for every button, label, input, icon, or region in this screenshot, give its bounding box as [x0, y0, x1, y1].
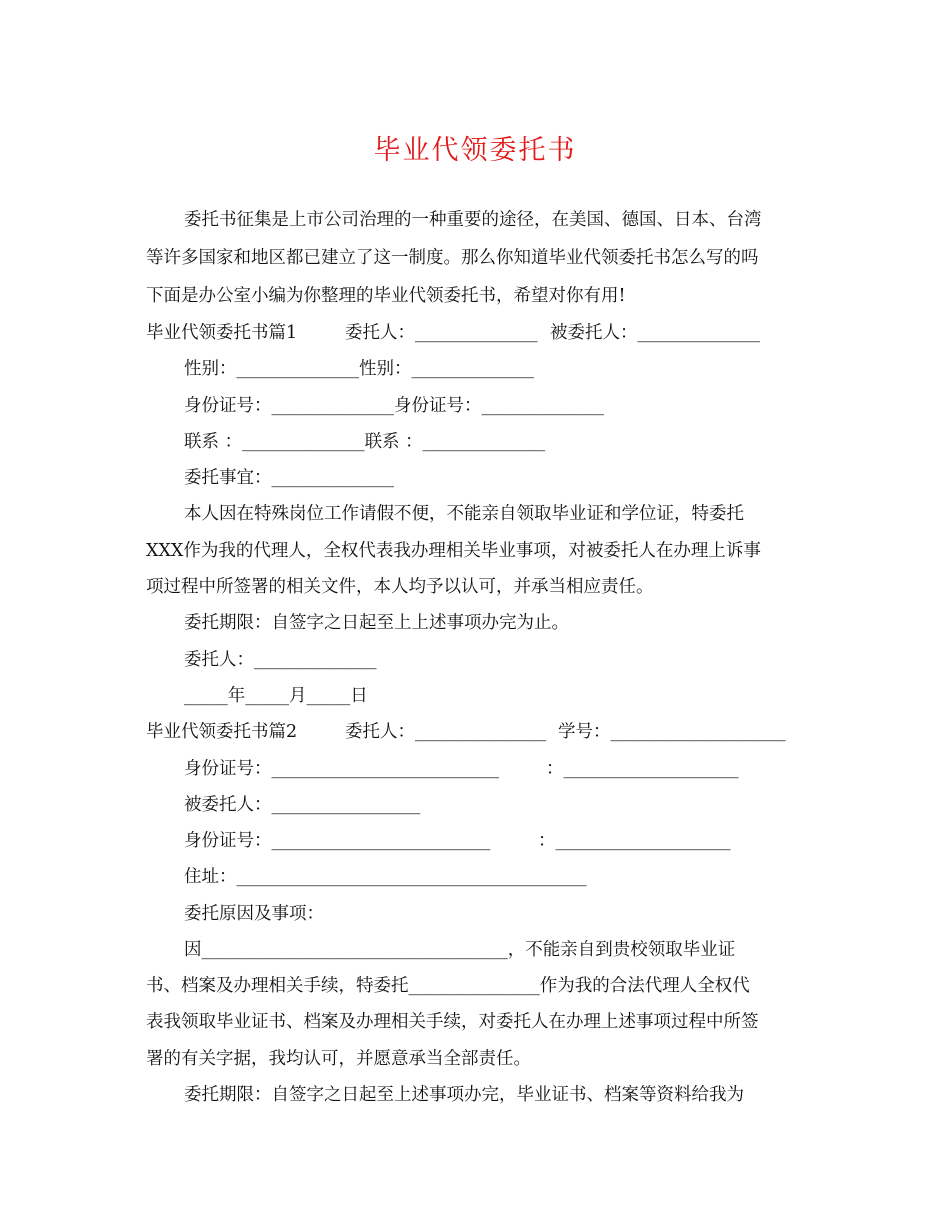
part2-id1-row: [184, 757, 764, 781]
part1-id-row: 身份证号：______________身份证号：______________: [184, 396, 604, 416]
part1-heading: 毕业代领委托书篇1: [146, 323, 298, 343]
part2-id2-field: 身份证号：_________________________: [184, 831, 491, 851]
part1-date: _____年_____月_____日: [184, 686, 368, 706]
part1-agent-field: 被委托人：______________: [550, 323, 760, 343]
part1-contact-row: 联系 ：______________联系 ：______________: [184, 432, 546, 452]
part1-client-field: 委托人：______________: [345, 323, 538, 343]
part1-gender-row: 性别：______________性别：______________: [184, 359, 534, 379]
part2-body-line-3: 表我领取毕业证书、档案及办理相关手续，对委托人在办理上述事项过程中所签: [146, 1012, 759, 1032]
part1-header-row: [146, 321, 806, 345]
part2-id2-extra-field: ：____________________: [538, 831, 731, 851]
part2-id2-row: [184, 829, 744, 853]
part2-body-line-4: 署的有关字据，我均认可，并愿意承当全部责任。: [146, 1049, 531, 1069]
intro-line-2: 等许多国家和地区都已建立了这一制度。那么你知道毕业代领委托书怎么写的吗: [146, 248, 759, 268]
part1-body-line-2: XXX作为我的代理人，全权代表我办理相关毕业事项，对被委托人在办理上诉事: [146, 541, 761, 561]
intro-line-1: 委托书征集是上市公司治理的一种重要的途径，在美国、德国、日本、台湾: [184, 210, 762, 230]
part2-heading: 毕业代领委托书篇2: [146, 722, 298, 742]
part2-header-row: [146, 720, 806, 744]
part2-client-field: 委托人：_______________: [345, 722, 547, 742]
part2-body-line-1: 因___________________________________，不能亲自到贵校领取毕业证: [184, 940, 736, 960]
part2-id1-extra-field: ：____________________: [546, 759, 739, 779]
part2-body-line-2: 书、档案及办理相关手续，特委托_______________作为我的合法代理人全权代: [146, 976, 750, 996]
part1-period: 委托期限：自签字之日起至上上述事项办完为止。: [184, 613, 569, 633]
part1-body-line-1: 本人因在特殊岗位工作请假不便，不能亲自领取毕业证和学位证，特委托: [184, 504, 744, 524]
part2-reason-label: 委托原因及事项：: [184, 904, 324, 924]
part2-student-no-field: 学号：____________________: [558, 722, 786, 742]
part1-signer: 委托人：______________: [184, 650, 377, 670]
part1-matter-row: 委托事宜：______________: [184, 468, 394, 488]
document-title: 毕业代领委托书: [373, 135, 577, 166]
part2-agent-row: 被委托人：_________________: [184, 795, 421, 815]
part1-body-line-3: 项过程中所签署的相关文件，本人均予以认可，并承当相应责任。: [146, 577, 654, 597]
part2-period: 委托期限：自签字之日起至上述事项办完，毕业证书、档案等资料给我为: [184, 1085, 744, 1105]
part2-id1-field: 身份证号：__________________________: [184, 759, 499, 779]
part2-address-row: 住址：________________________________________: [184, 867, 587, 887]
intro-line-3: 下面是办公室小编为你整理的毕业代领委托书，希望对你有用!: [146, 286, 626, 306]
